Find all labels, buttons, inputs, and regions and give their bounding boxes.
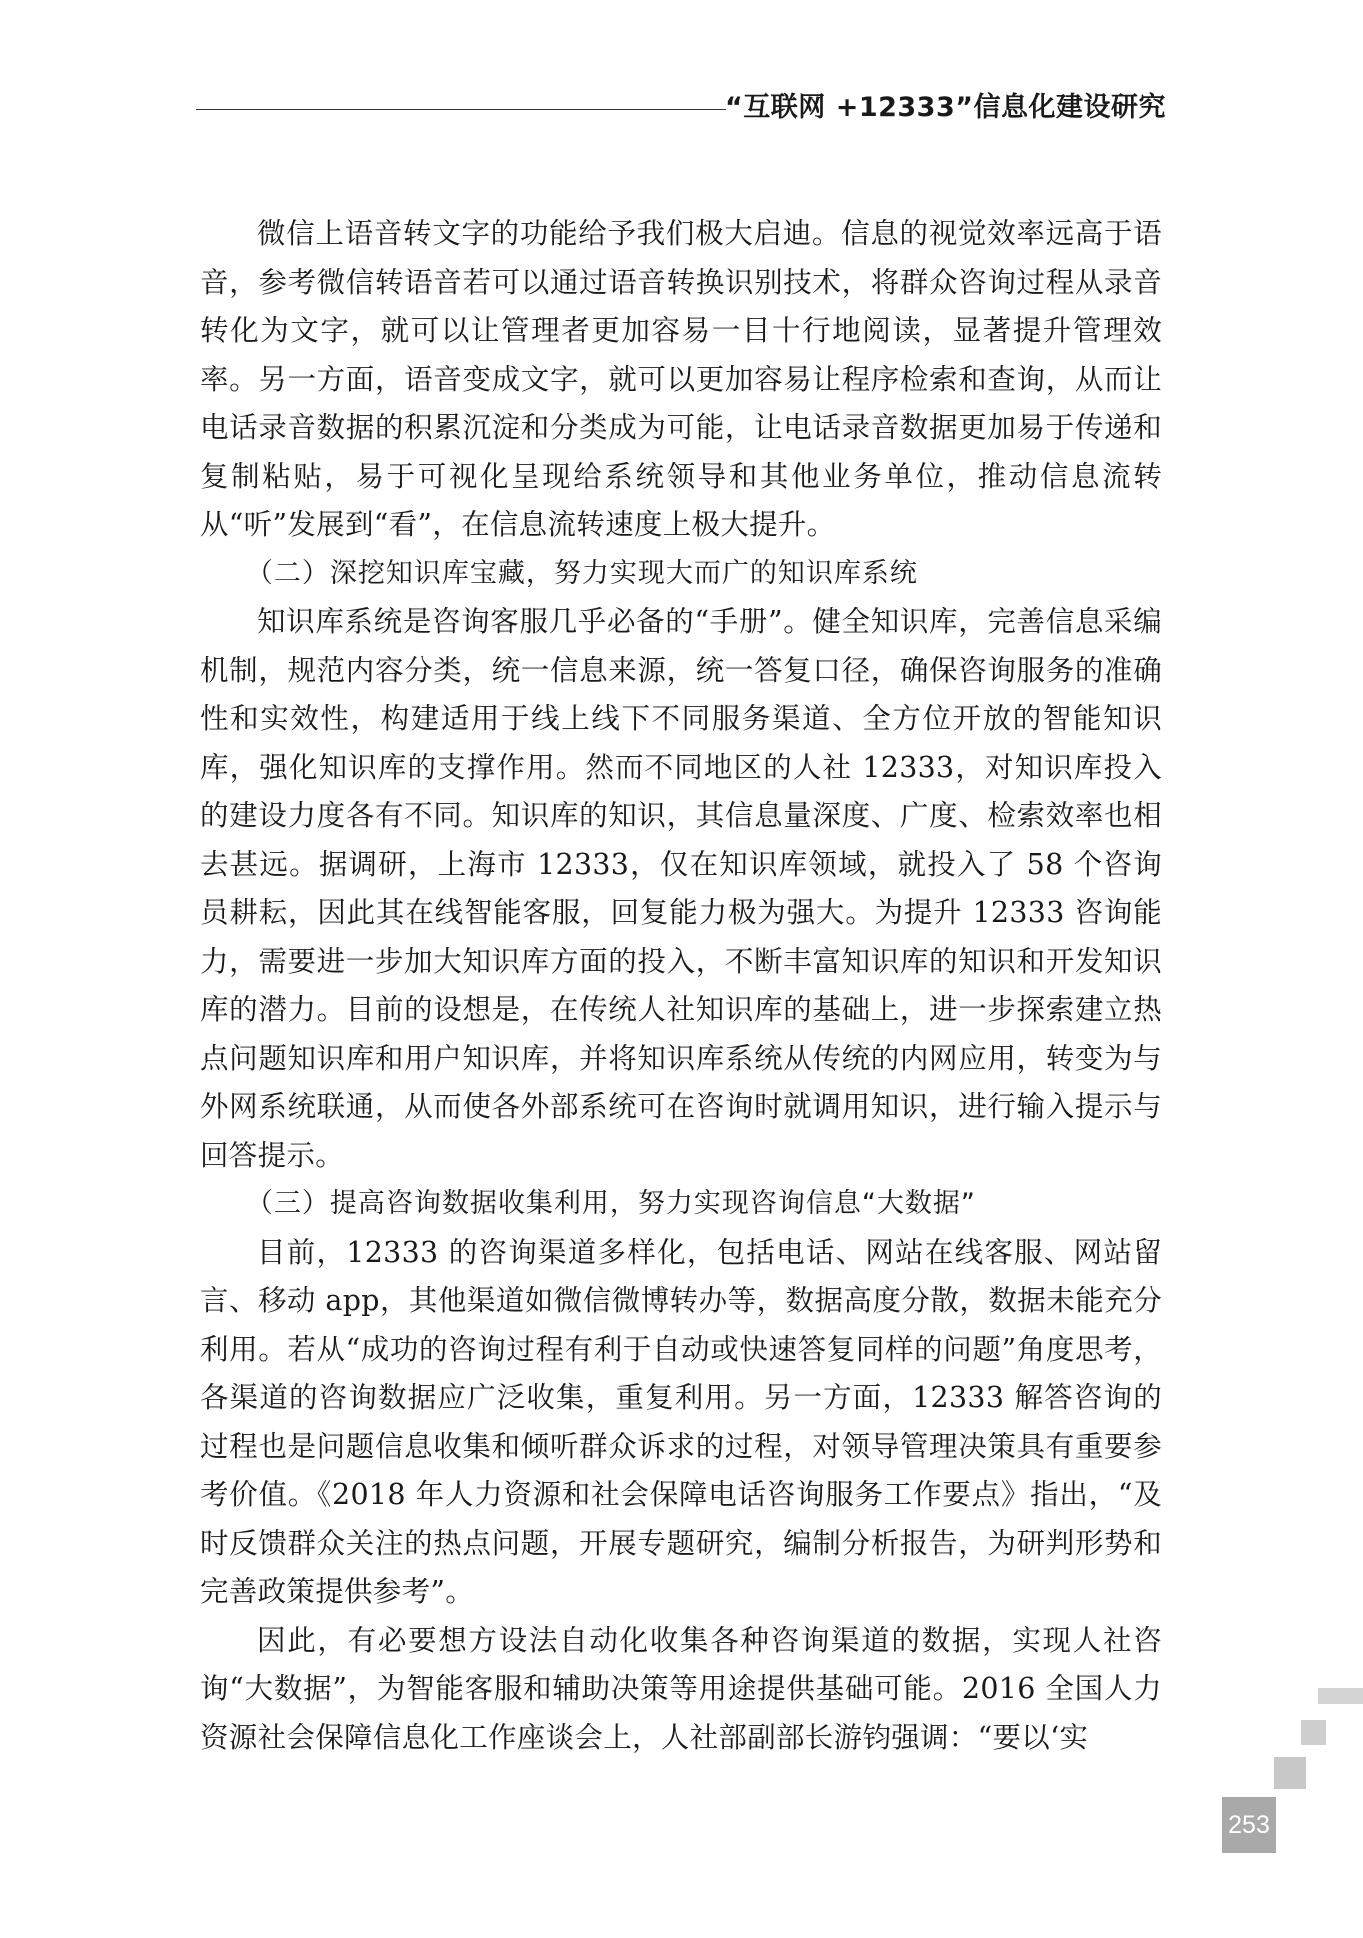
paragraph-knowledge-base: 知识库系统是咨询客服几乎必备的“手册”。健全知识库，完善信息采编机制，规范内容分类，统一信息来源，统一答复口径，确保咨询服务的准确性和实效性，构建适用于线上线下不同服务渠道、全方位开放的智能知识库，强化知识库的支撑作用。然而不同地区的人社 12333，对知识库投入的建设力度各有不同。知识库的知识，其信息量深度、广度、检索效率也相去甚远。据调研，上海市 12333，仅在知识库领域，就投入了 58 个咨询员耕耘，因此其在线智能客服，回复能力极为强大。为提升 12333 咨询能力，需要进一步加大知识库方面的投入，不断丰富知识库的知识和开发知识库的潜力。目前的设想是，在传统人社知识库的基础上，进一步探索建立热点问题知识库和用户知识库，并将知识库系统从传统的内网应用，转变为与外网系统联通，从而使各外部系统可在咨询时就调用知识，进行输入提示与回答提示。 xyxy=(200,605,1162,1172)
body-text xyxy=(200,210,1162,1762)
decorative-block xyxy=(1274,1757,1306,1789)
paragraph-consult-channels: 目前，12333 的咨询渠道多样化，包括电话、网站在线客服、网站留言、移动 app，其他渠道如微信微博转办等，数据高度分散，数据未能充分利用。若从“成功的咨询过程有利于自动或快速答复同样的问题”角度思考，各渠道的咨询数据应广泛收集，重复利用。另一方面，12333 解答咨询的过程也是问题信息收集和倾听群众诉求的过程，对领导管理决策具有重要参考价值。《2018 年人力资源和社会保障电话咨询服务工作要点》指出，“及时反馈群众关注的热点问题，开展专题研究，编制分析报告，为研判形势和完善政策提供参考”。 xyxy=(200,1235,1162,1608)
decorative-block xyxy=(1318,1688,1363,1704)
section-heading-big-data: （三）提高咨询数据收集利用，努力实现咨询信息“大数据” xyxy=(245,1188,976,1219)
header-rule xyxy=(196,109,726,110)
header-title: “互联网 +12333”信息化建设研究 xyxy=(725,92,1166,123)
running-header xyxy=(196,88,1166,128)
paragraph-conclusion: 因此，有必要想方设法自动化收集各种咨询渠道的数据，实现人社咨询“大数据”，为智能客服和辅助决策等用途提供基础可能。2016 全国人力资源社会保障信息化工作座谈会上，人社部副部长游钧强调：“要以‘实 xyxy=(200,1623,1162,1754)
decorative-block xyxy=(1301,1720,1326,1745)
section-heading-knowledge-base: （二）深挖知识库宝藏，努力实现大而广的知识库系统 xyxy=(245,557,918,589)
paragraph-speech-to-text: 微信上语音转文字的功能给予我们极大启迪。信息的视觉效率远高于语音，参考微信转语音若可以通过语音转换识别技术，将群众咨询过程从录音转化为文字，就可以让管理者更加容易一目十行地阅读，显著提升管理效率。另一方面，语音变成文字，就可以更加容易让程序检索和查询，从而让电话录音数据的积累沉淀和分类成为可能，让电话录音数据更加易于传递和复制粘贴，易于可视化呈现给系统领导和其他业务单位，推动信息流转从“听”发展到“看”，在信息流转速度上极大提升。 xyxy=(200,217,1162,541)
page-number: 253 xyxy=(1222,1797,1276,1853)
